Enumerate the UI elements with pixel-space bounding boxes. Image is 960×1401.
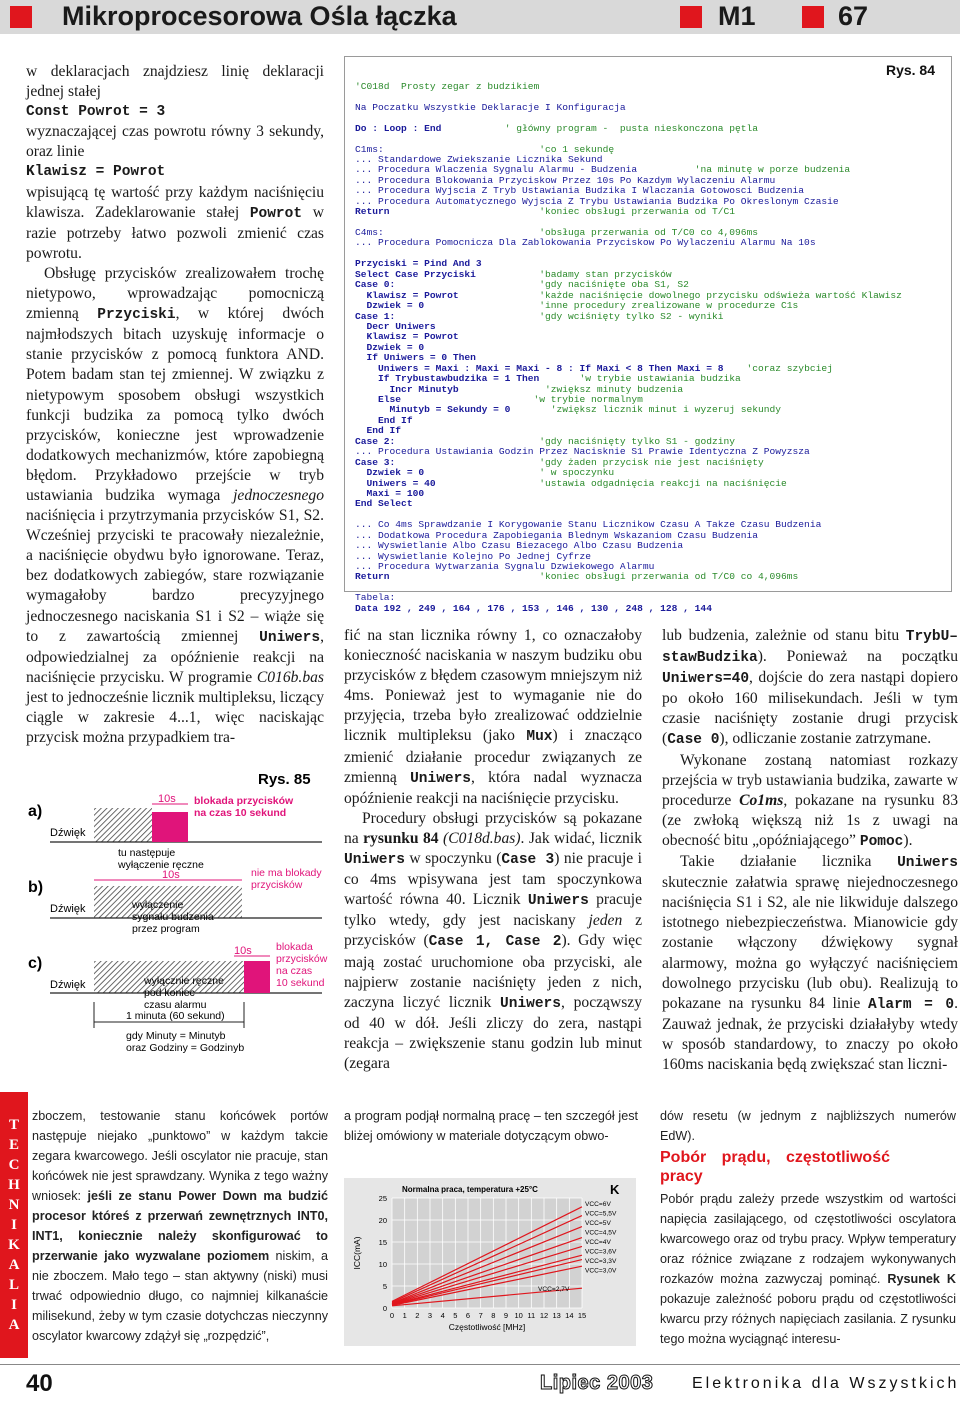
timing-diagram bbox=[22, 768, 332, 1068]
series-label: VCC=4,5V bbox=[585, 1229, 617, 1237]
code-line bbox=[355, 82, 951, 92]
text-line: 1 minuta (60 sekund) bbox=[126, 1010, 225, 1022]
right-text-column bbox=[662, 626, 958, 1075]
no-block-note bbox=[251, 867, 322, 891]
duration-label: 10s bbox=[162, 869, 180, 881]
code-term: Klawisz = Powrot bbox=[26, 164, 166, 181]
code-line bbox=[355, 312, 951, 322]
x-tick-label: 7 bbox=[478, 1311, 483, 1320]
code-line bbox=[355, 207, 951, 217]
code-term: Powrot bbox=[249, 205, 303, 222]
code-line bbox=[355, 499, 951, 509]
code-segment: Select Case Przyciski bbox=[355, 268, 476, 280]
code-segment: 'w trybie ustawiania budzika bbox=[539, 373, 741, 385]
y-tick-label: 15 bbox=[378, 1238, 387, 1247]
code-line bbox=[355, 405, 951, 415]
paragraph bbox=[662, 852, 958, 1075]
block-period bbox=[244, 961, 270, 993]
bold-text: Rysunek K bbox=[887, 1272, 956, 1286]
code-term: Uniwers bbox=[259, 629, 321, 646]
code-segment: 'koniec obsługi przerwania od T/C1 bbox=[389, 206, 735, 218]
code-segment: 'gdy żaden przycisk nie jest naciśnięty bbox=[395, 456, 764, 468]
code-segment: Dzwiek = 0 bbox=[355, 467, 425, 479]
text: , w której dwóch najmłodszych bitach uzyskuję informacje o stanie przycisków z pomocą funktora AND. Potem badam stan tej zmiennej. W związku z nietypowym sposobem obsługi wszystkich funkcji budzika za pomocą tylko dwóch przycisków, konieczne jest wprowadzenie dodatkowych mechanizmów, które zapobiegną błędom. Przykładowo przejście w tryb ustawiania budzika wymaga bbox=[26, 305, 325, 504]
side-letter: A bbox=[8, 1257, 20, 1273]
code-term: Uniwers bbox=[500, 995, 561, 1012]
text-line: przez program bbox=[132, 923, 200, 935]
text: , pokazane na rysunku 83 (ze zwłoką większą niż 1s z uwagi na obecność bitu „opóźniającego” bbox=[662, 791, 958, 849]
text: , odpowiedzialnej za opóźnienie reakcji na naciśnięcie przycisku. W programie bbox=[26, 627, 324, 686]
text-line: wyłączenie ręczne bbox=[118, 859, 204, 871]
header-page-number: 67 bbox=[838, 1, 869, 31]
code-segment: Return bbox=[355, 571, 390, 583]
text: , począwszy od 40 w dół. Jeśli zliczy do zera, nastąpi reakcja – zwiększenie stanu godzin lub minut (zegara bbox=[344, 993, 642, 1072]
text: w razie potrzeby łatwo pozwoli zmienić czas powrotu. bbox=[26, 203, 324, 262]
bottom-column-1 bbox=[32, 1106, 328, 1346]
block-note bbox=[276, 941, 328, 989]
code-term: Uniwers bbox=[344, 852, 405, 869]
code-segment: If Trybustawbudzika = 1 Then bbox=[355, 373, 540, 385]
code-segment: Case 1: bbox=[355, 310, 396, 322]
paragraph bbox=[662, 626, 958, 751]
paragraph bbox=[26, 264, 324, 748]
series-label: VCC=5,5V bbox=[585, 1210, 617, 1218]
duration-label: 10s bbox=[234, 945, 252, 957]
code-segment: Uniwers = Maxi : Maxi = Maxi - 8 : If Maxi < 8 Then Maxi = 8 bbox=[355, 362, 724, 374]
text: ). bbox=[903, 831, 913, 849]
code-segment: 'koniec obsługi przerwania od T/C0 co 4,096ms bbox=[389, 571, 799, 583]
figure-label: Rys. 85 bbox=[258, 771, 311, 788]
side-letter: E bbox=[8, 1137, 19, 1153]
text: Wykonane zostaną natomiast rozkazy przejścia w tryb ustawiania budzika, zawarte w procedurze bbox=[662, 751, 958, 809]
code-segment: ... Procedura Wyjscia Z Tryb Ustawiania Budzika I Wlaczania Gotowosci Budzenia bbox=[355, 185, 805, 197]
text: jest to jednocześnie licznik multipleksu, liczący ciągle w zakresie 4...1, więc naciskając przycisk można przypadkiem tra- bbox=[26, 688, 324, 747]
code-segment: 'C018d Prosty zegar z budzikiem bbox=[355, 80, 540, 92]
code-term: Uniwers bbox=[897, 855, 958, 872]
row-label-c: c) bbox=[28, 955, 43, 972]
code-segment: Klawisz = Powrot bbox=[355, 289, 459, 301]
x-tick-label: 8 bbox=[491, 1311, 496, 1320]
technikalia-side-label bbox=[0, 1092, 28, 1358]
paragraph bbox=[662, 751, 958, 852]
footer-rule bbox=[0, 1364, 960, 1365]
code-term: Alarm = 0 bbox=[868, 996, 955, 1013]
code-segment: ... Standardowe Zwiekszanie Licznika Sekund bbox=[355, 153, 603, 165]
figure-label: K bbox=[610, 1182, 620, 1197]
minute-label bbox=[126, 1010, 225, 1022]
code-segment: Uniwers = 40 bbox=[355, 477, 436, 489]
code-segment: Decr Uniwers bbox=[355, 320, 436, 332]
block-period bbox=[152, 812, 188, 842]
row-label-a: a) bbox=[28, 803, 43, 820]
x-tick-label: 9 bbox=[503, 1311, 509, 1320]
bold-text: jeśli ze stanu Power Down ma budzić procesor któreś z przerwań zewnętrznych INT0, INT1, koniecznie należy skonfigurować to przerwanie jako wyzwalane poziomem bbox=[32, 1189, 328, 1263]
italic-text: jednoczesnego bbox=[233, 486, 324, 504]
text-line: tu następuje bbox=[118, 847, 176, 859]
text-line: wyłączenie bbox=[132, 899, 184, 911]
code-line bbox=[355, 332, 951, 342]
bold-text: rysunku 84 bbox=[363, 829, 439, 847]
text: . Jak widać, licznik bbox=[520, 829, 642, 847]
row-label-b: b) bbox=[28, 879, 44, 896]
text-line: blokada bbox=[276, 941, 313, 953]
x-tick-label: 5 bbox=[453, 1311, 458, 1320]
text: naciśnięcia i przytrzymania przycisków S1, S2. Wcześniej przyciski te pracowały niezależnie, a naciśnięcie obydwu było ignorowane. Teraz, bez dodatkowych zabiegów, stare rozwiązanie wymagałoby bardzo precyzyjnego jednoczesnego naciskania S1 i S2 – wiąże się to z zawartością zmiennej bbox=[26, 507, 324, 645]
text-line: przycisków bbox=[251, 879, 303, 891]
side-letter: L bbox=[8, 1277, 19, 1293]
code-segment: Else bbox=[355, 394, 402, 406]
series-label: VCC=6V bbox=[585, 1201, 611, 1208]
text: pracuje tylko wtedy, gdy jest naciskany bbox=[344, 891, 642, 930]
code-term: Mux bbox=[526, 729, 553, 746]
code-segment: ... Dodatkowa Procedura Zapobiegania Blednym Wskazaniom Czasu Budzenia bbox=[355, 529, 759, 541]
text: Procedury obsługi przycisków są pokazane na bbox=[344, 809, 642, 847]
text-line: pod koniec bbox=[144, 987, 195, 999]
text: Pobór prądu zależy przede wszystkim od wartości napięcia zasilającego, od częstotliwości oscylatora kwarcowego oraz od trybu pracy. Wpływ temperatury oraz różnice związane z rodzajem wykonywanych rozkazów można zazwyczaj pominąć. bbox=[660, 1192, 956, 1286]
code-segment: 'gdy wciśnięty tylko S2 - wyniki bbox=[395, 310, 724, 322]
x-tick-label: 14 bbox=[565, 1311, 574, 1320]
code-term: Case 1, Case 2 bbox=[428, 934, 562, 951]
middle-text-column bbox=[344, 626, 642, 1074]
code-segment: C4ms: bbox=[355, 227, 384, 239]
series-label: VCC=3,6V bbox=[585, 1248, 617, 1256]
text-line: na czas 10 sekund bbox=[194, 807, 287, 819]
code-segment: 'na minutę w porze budzenia bbox=[637, 164, 851, 176]
italic-text: C016b.bas bbox=[256, 668, 324, 686]
bottom-column-2 bbox=[344, 1106, 638, 1146]
text: w spoczynku ( bbox=[404, 850, 502, 868]
timing-diagram-svg bbox=[22, 768, 332, 1068]
code-term: Const Powrot = 3 bbox=[26, 104, 166, 121]
code-segment: Dzwiek = 0 bbox=[355, 300, 425, 312]
bottom-column-3 bbox=[660, 1106, 956, 1349]
code-segment: Data 192 , 249 , 164 , 176 , 153 , 146 , 130 , 248 , 128 , 144 bbox=[355, 602, 712, 614]
y-tick-label: 25 bbox=[378, 1194, 387, 1203]
figure-label: Rys. 84 bbox=[885, 62, 935, 78]
text: wpisującą tę wartość przy każdym naciśnięciu klawisza. Zadeklarowanie stałej bbox=[26, 183, 324, 221]
text: lub budzenia, zależnie od stanu bitu bbox=[662, 627, 906, 644]
code-segment: Klawisz = Powrot bbox=[355, 331, 459, 343]
red-square-icon bbox=[802, 6, 824, 28]
condition-note bbox=[126, 1030, 244, 1054]
code-line bbox=[355, 572, 951, 582]
code-segment: End Select bbox=[355, 498, 413, 510]
x-axis-label: Częstotliwość [MHz] bbox=[448, 1322, 526, 1332]
text: ) nie pracuje i co 4ms wpisywana jest tam spoczynkowa wartość równa 40. Licznik bbox=[344, 850, 642, 909]
text: Takie działanie licznika bbox=[680, 853, 898, 871]
code-segment: 'badamy stan przycisków bbox=[475, 268, 672, 280]
x-tick-label: 3 bbox=[427, 1311, 433, 1320]
text: ). Gdy więc mają zostać uruchomione oba przyciski, ale najpierw zostanie naciśnięty jeden z nich, zaczyna liczyć licznik bbox=[344, 932, 642, 1011]
code-segment: ... Procedura Blokowania Przyciskow Przez 10s Po Kazdym Wylaczeniu Alarmu bbox=[355, 174, 776, 186]
text: wyznaczającej czas powrotu równy 3 sekundy, oraz linie bbox=[26, 123, 324, 161]
text: . Zauważ jednak, że przyciski działałyby wtedy w sposób standardowy, to znaczy po około 160ms naciskania będą zwiększać stan liczni- bbox=[662, 994, 958, 1073]
code-segment: 'inne procedury zrealizowane w procedurze C1s bbox=[424, 300, 799, 312]
red-square-icon bbox=[680, 6, 702, 28]
text: , dojście do zera nastąpi dopiero po około 160 milisekundach. Jeśli w tym czasie naciśnięty zostanie drugi przycisk ( bbox=[662, 669, 958, 748]
code-segment: 'zwiększ minuty budzenia bbox=[458, 383, 684, 395]
text-line: nie ma blokady bbox=[251, 867, 322, 879]
code-segment: 'obsługa przerwania od T/C0 co 4,096ms bbox=[383, 227, 759, 239]
italic-text: jeden bbox=[588, 912, 623, 930]
text-line: 10 sekund bbox=[276, 977, 325, 989]
code-term: Case 0 bbox=[667, 732, 720, 749]
current-consumption-chart bbox=[344, 1178, 636, 1346]
code-term: Case 3 bbox=[501, 852, 555, 869]
code-term: Pomoc bbox=[859, 833, 904, 850]
code-line bbox=[355, 124, 951, 134]
code-segment: 'co 1 sekundę bbox=[383, 143, 615, 155]
code-segment: Na Poczatku Wszystkie Deklaracje I Konfiguracja bbox=[355, 101, 626, 113]
x-tick-label: 15 bbox=[577, 1311, 587, 1320]
code-segment: Maxi = 100 bbox=[355, 487, 425, 499]
code-segment: 'gdy naciśnięte oba S1, S2 bbox=[395, 279, 689, 291]
code-segment: ... Procedura Wlaczenia Sygnalu Alarmu - Budzenia bbox=[355, 164, 638, 176]
code-line bbox=[355, 103, 951, 113]
code-segment: 'ustawia odgadnięcia reakcji na naciśnięcie bbox=[435, 477, 787, 489]
x-tick-label: 6 bbox=[465, 1311, 471, 1320]
y-axis-label: ICC(mA) bbox=[352, 1236, 362, 1270]
text: skutecznie załatwia sprawę niejednoczesnego naciśnięcia S1 i S2, ale nie likwiduje dalszego istotnego niebezpieczeństwa. Mianowicie gdy zostanie włączony dźwiękowy sygnał alarmowy, można go wyłączyć naciśnięciem dowolnego przycisku (lub obu). Realizują to pokazane na rysunku 84 linie bbox=[662, 874, 958, 1012]
chart-title: Normalna praca, temperatura +25°C bbox=[402, 1185, 538, 1194]
side-letter: N bbox=[8, 1197, 20, 1213]
duration-label: 10s bbox=[158, 793, 176, 805]
side-letter: I bbox=[11, 1297, 17, 1313]
code-segment: Dzwiek = 0 bbox=[355, 341, 425, 353]
text-line: oraz Godziny = Godzinyb bbox=[126, 1042, 245, 1054]
code-term: Uniwers bbox=[527, 893, 589, 910]
code-segment: ' główny program - pusta nieskonczona pętla bbox=[441, 122, 759, 134]
header-title: Mikroprocesorowa Ośla łączka bbox=[62, 1, 457, 31]
side-letter: C bbox=[8, 1157, 20, 1173]
y-tick-label: 5 bbox=[382, 1282, 387, 1291]
code-line bbox=[355, 489, 951, 499]
text: w deklaracjach znajdziesz linię deklaracji jednej stałej bbox=[26, 63, 324, 101]
code-segment: ... Procedura Pomocnicza Dla Zablokowania Przyciskow Po Wylaczeniu Alarmu Na 10s bbox=[355, 237, 816, 249]
sound-label: Dźwięk bbox=[50, 903, 86, 915]
side-letter: K bbox=[8, 1237, 20, 1253]
italic-text: (C018d.bas) bbox=[443, 829, 521, 847]
code-segment: Case 0: bbox=[355, 279, 396, 291]
code-segment: Tabela: bbox=[355, 592, 396, 604]
text-line: czasu alarmu bbox=[144, 999, 207, 1011]
series-label: VCC=3,0V bbox=[585, 1267, 617, 1275]
section-heading: Pobór prądu, częstotliwość pracy bbox=[660, 1149, 890, 1185]
red-square-icon bbox=[10, 6, 32, 28]
text-line: gdy Minuty = Minutyb bbox=[126, 1030, 226, 1042]
code-segment: ... Procedura Wytwarzania Sygnalu Dzwiekowego Alarmu bbox=[355, 561, 655, 573]
code-segment: Case 3: bbox=[355, 456, 396, 468]
code-segment: ... Procedura Automatycznego Wyjscia Z Trybu Ustawiania Budzika Po Okreslonym Czasie bbox=[355, 195, 839, 207]
left-text-column bbox=[26, 62, 324, 748]
side-letter: T bbox=[8, 1117, 19, 1133]
text: a program podjął normalną pracę – ten szczegół jest bliżej omówiony w materiale dotyczącym obwo- bbox=[344, 1109, 638, 1143]
text-line: sygnału budzenia bbox=[132, 911, 214, 923]
code-segment: ' w spoczynku bbox=[424, 467, 615, 479]
code-segment: ... Co 4ms Sprawdzanie I Korygowanie Stanu Licznikow Czasu A Takze Czasu Budzenia bbox=[355, 519, 822, 531]
code-segment: Return bbox=[355, 206, 390, 218]
code-segment: 'w trybie normalnym bbox=[401, 394, 643, 406]
text: pokazuje zależność poboru prądu od częstotliwości kwarcu przy różnych napięciach zasilania. Z rysunku tego można wyciągnąć interesu- bbox=[660, 1292, 956, 1346]
side-letter: A bbox=[8, 1317, 20, 1333]
text: fić na stan licznika równy 1, co oznaczałoby konieczność naciskania w naszym budziku obu przycisków z błędem czasowym mniejszym niż 4ms. Ponieważ jest to wymaganie nie do przyjęcia, trzeba było zrealizować oddzielnie licznik multipleksu (jako bbox=[344, 627, 642, 745]
code-segment: ... Wyswietlanie Albo Czasu Biezacego Albo Czasu Budzenia bbox=[355, 540, 684, 552]
x-tick-label: 10 bbox=[514, 1311, 523, 1320]
paragraph bbox=[344, 626, 642, 809]
code-segment: Do : Loop : End bbox=[355, 122, 442, 134]
y-tick-label: 0 bbox=[382, 1304, 387, 1313]
x-tick-label: 1 bbox=[402, 1311, 407, 1320]
text: ) i znacząco zmienić działanie procedur związanych ze zmienną bbox=[344, 727, 642, 786]
code-segment: If Uniwers = 0 Then bbox=[355, 352, 476, 364]
text: niskim, a nie zboczem. Mało tego – stan aktywny (niski) musi trwać odpowiednio długo, co najmniej kilkanaście milisekund, żeby w tym czasie dotychczas nieczynny oscylator kwarcowy zdążył się „rozpędzić”, bbox=[32, 1249, 329, 1343]
x-tick-label: 11 bbox=[527, 1311, 536, 1320]
code-segment: Minutyb = Sekundy = 0 bbox=[355, 404, 511, 416]
text: Obsługę przycisków zrealizowałem trochę nietypowo, wprowadzając pomocniczą zmienną bbox=[26, 264, 324, 323]
code-segment: Incr Minutyb bbox=[355, 383, 459, 395]
x-tick-label: 4 bbox=[440, 1311, 445, 1320]
sound-signal-bar bbox=[94, 808, 152, 842]
header-section: M1 bbox=[718, 1, 756, 31]
code-line bbox=[355, 479, 951, 489]
y-tick-label: 20 bbox=[378, 1216, 387, 1225]
code-segment: Przyciski = Pind And 3 bbox=[355, 258, 482, 270]
magazine-name: Elektronika dla Wszystkich bbox=[692, 1375, 960, 1392]
manual-off-note bbox=[117, 847, 204, 871]
series-label: VCC=4V bbox=[585, 1239, 611, 1246]
page-number: 40 bbox=[26, 1370, 53, 1397]
code-segment: C1ms: bbox=[355, 143, 384, 155]
x-tick-label: 0 bbox=[389, 1311, 395, 1320]
side-letter: H bbox=[8, 1177, 20, 1193]
series-label: VCC=2,7V bbox=[538, 1286, 570, 1294]
code-line bbox=[355, 416, 951, 426]
sound-label: Dźwięk bbox=[50, 827, 86, 839]
series-label: VCC=3,3V bbox=[585, 1258, 617, 1265]
paragraph bbox=[26, 62, 324, 264]
text: z przycisków ( bbox=[344, 912, 642, 950]
code-segment: End If bbox=[355, 425, 402, 437]
text: zboczem, testowanie stanu końcówek portów następuje niejako „punktowo” w każdym takcie zegara kwarcowego. Jeśli oscylator nie pracuje, stan końcówek nie jest sprawdzany. Wynika z tego ważny wniosek: bbox=[32, 1109, 328, 1203]
code-term: Przyciski bbox=[97, 307, 176, 324]
text: dów resetu (w jednym z najbliższych numerów EdW). bbox=[660, 1109, 956, 1143]
text: ), odliczanie zostanie zatrzymane. bbox=[719, 730, 932, 748]
text-line: na czas bbox=[276, 965, 313, 977]
paragraph bbox=[344, 809, 642, 1074]
code-term: Uniwers=40 bbox=[662, 671, 750, 688]
code-segment: End If bbox=[355, 414, 413, 426]
code-segment: 'każde naciśnięcie dowolnego przycisku odświeża wartość Klawisz bbox=[458, 289, 902, 301]
side-letter: I bbox=[11, 1217, 17, 1233]
code-listing-figure bbox=[344, 56, 952, 614]
code-segment: 'zwiększ licznik minut i wyzeruj sekundy bbox=[510, 404, 782, 416]
code-segment: ... Procedura Ustawiania Godzin Przez Nacisknie S1 Prawie Identyczna Z Powyzsza bbox=[355, 446, 810, 458]
text-line: przycisków bbox=[276, 953, 328, 965]
issue-date: Lipiec 2003 bbox=[540, 1372, 654, 1394]
code-segment: Case 2: bbox=[355, 435, 396, 447]
code-term: Uniwers bbox=[410, 770, 472, 787]
text: ). Ponieważ na początku bbox=[757, 648, 958, 666]
y-tick-label: 10 bbox=[378, 1260, 387, 1269]
x-tick-label: 12 bbox=[539, 1311, 549, 1320]
sound-label: Dźwięk bbox=[50, 979, 86, 991]
code-term: TrybU–stawBudzika bbox=[662, 629, 958, 667]
chart-svg bbox=[344, 1178, 636, 1346]
page-header bbox=[0, 0, 960, 34]
text: , która nadal wyznacza opóźnienie reakcji na naciśnięcie przycisku. bbox=[344, 768, 642, 807]
code-segment: 'coraz szybciej bbox=[723, 362, 833, 374]
page-footer bbox=[0, 1364, 960, 1401]
series-label: VCC=5V bbox=[585, 1220, 611, 1227]
code-line bbox=[355, 604, 951, 614]
block-note bbox=[194, 795, 294, 819]
code-segment: 'gdy naciśnięty tylko S1 - godziny bbox=[395, 435, 735, 447]
code-line bbox=[355, 583, 951, 593]
italic-text: Co1ms bbox=[739, 791, 784, 809]
x-tick-label: 2 bbox=[415, 1311, 420, 1320]
code-segment: ... Wyswietlanie Kolejno Po Jednej Cyfrze bbox=[355, 550, 592, 562]
x-tick-label: 13 bbox=[552, 1311, 561, 1320]
text-line: wyłącznie ręczne bbox=[144, 975, 224, 987]
code-line bbox=[355, 238, 951, 248]
text-line: blokada przycisków bbox=[194, 795, 294, 807]
